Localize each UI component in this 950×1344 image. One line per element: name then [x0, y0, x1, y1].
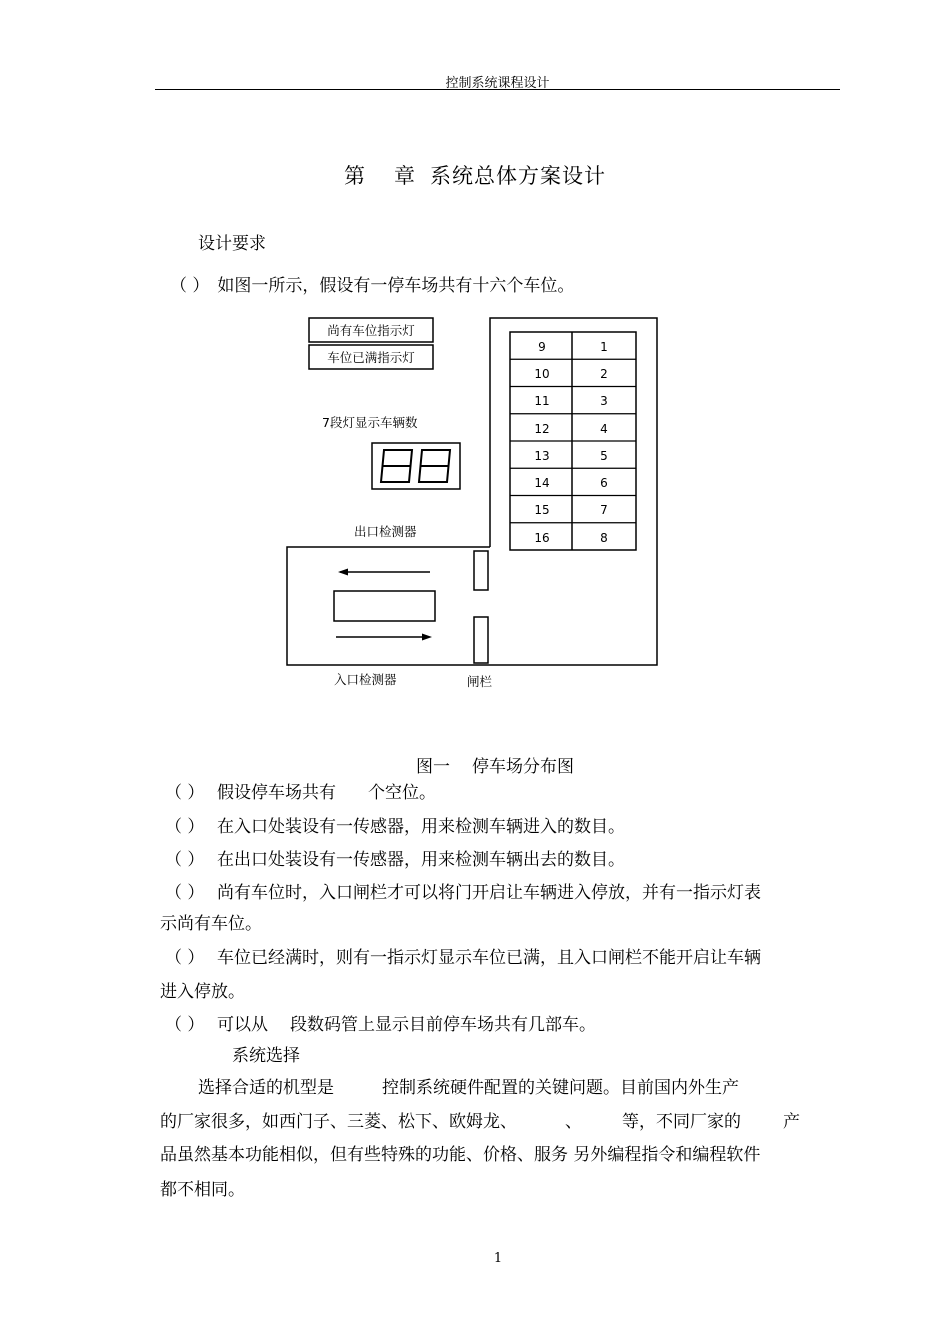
indicator-available-label: 尚有车位指示灯	[327, 323, 415, 338]
body-text: 选择合适的机型是	[198, 1078, 334, 1098]
figure-caption	[0, 752, 950, 777]
slot-label: 8	[600, 531, 608, 545]
list-marker: （ ）	[165, 883, 205, 903]
list-item-continuation: 示尚有车位。	[160, 914, 262, 934]
slot-label: 5	[600, 449, 608, 463]
body-line: 都不相同。	[160, 1180, 245, 1200]
list-marker: （ ）	[165, 783, 205, 803]
list-item-text: 假设停车场共有	[217, 783, 336, 803]
list-item	[165, 816, 625, 838]
section-requirements-heading: 设计要求	[198, 234, 266, 254]
vehicle-shape	[334, 591, 435, 621]
slot-label: 1	[600, 340, 608, 354]
chapter-prefix: 第	[344, 164, 366, 188]
entry-detector-label: 入口检测器	[334, 672, 397, 687]
list-item-text: 可以从	[217, 1015, 268, 1035]
exit-detector-label: 出口检测器	[354, 524, 417, 539]
seven-segment-display	[372, 443, 460, 489]
list-item-text: 在出口处装设有一传感器，用来检测车辆出去的数目。	[217, 850, 625, 870]
list-item	[165, 849, 625, 871]
list-marker: （ ）	[165, 1015, 205, 1035]
list-item-continuation: 进入停放。	[160, 982, 245, 1002]
body-line	[160, 1111, 800, 1133]
list-marker: （ ）	[165, 817, 205, 837]
list-marker: （ ）	[165, 850, 205, 870]
parking-grid	[510, 332, 636, 550]
slot-label: 14	[534, 476, 550, 490]
chapter-suffix: 章	[394, 164, 416, 188]
list-marker: （ ）	[165, 948, 205, 968]
intro-marker: （ ）	[170, 276, 210, 296]
body-text: 产	[783, 1112, 800, 1132]
header-rule	[155, 89, 840, 90]
slot-label: 15	[534, 503, 550, 517]
list-item-text: 车位已经满时，则有一指示灯显示车位已满，且入口闸栏不能开启让车辆	[217, 948, 761, 968]
body-text: 等，不同厂家的	[622, 1112, 741, 1132]
slot-label: 4	[600, 422, 608, 436]
slot-label: 9	[538, 340, 546, 354]
slot-label: 7	[600, 503, 608, 517]
intro-text: 如图一所示，假设有一停车场共有十六个车位。	[217, 276, 575, 296]
exit-arrow	[338, 569, 430, 576]
slot-label: 16	[534, 531, 550, 545]
list-item	[165, 882, 761, 904]
seg-display-label: 7段灯显示车辆数	[322, 415, 418, 430]
list-item	[165, 1014, 596, 1036]
slot-label: 2	[600, 367, 608, 381]
slot-label: 3	[600, 394, 608, 408]
figure-caption-text: 停车场分布图	[472, 757, 574, 777]
intro-line	[170, 275, 574, 297]
indicator-full-label: 车位已满指示灯	[327, 350, 415, 365]
chapter-heading-text: 系统总体方案设计	[430, 164, 606, 188]
figure-caption-label: 图一	[416, 757, 450, 777]
list-item-text: 在入口处装设有一传感器，用来检测车辆进入的数目。	[217, 817, 625, 837]
slot-label: 6	[600, 476, 608, 490]
list-item-text: 尚有车位时，入口闸栏才可以将门开启让车辆进入停放，并有一指示灯表	[217, 883, 761, 903]
body-text: 、	[565, 1112, 582, 1132]
parking-lot-diagram	[280, 310, 670, 700]
entry-arrow	[336, 634, 432, 641]
slot-label: 10	[534, 367, 550, 381]
page-header: 控制系统课程设计	[445, 76, 550, 91]
list-item	[165, 782, 436, 804]
body-line	[198, 1077, 739, 1099]
page-number: 1	[493, 1251, 503, 1266]
list-item-text-tail: 个空位。	[368, 783, 436, 803]
list-item-text-tail: 段数码管上显示目前停车场共有几部车。	[290, 1015, 596, 1035]
gate-post-upper	[474, 551, 488, 590]
body-line: 品虽然基本功能相似，但有些特殊的功能、价格、服务 另外编程指令和编程软件	[160, 1145, 761, 1165]
slot-label: 13	[534, 449, 550, 463]
slot-label: 12	[534, 422, 550, 436]
slot-label: 11	[534, 394, 550, 408]
gate-label: 闸栏	[467, 674, 493, 689]
gate-post-lower	[474, 617, 488, 663]
body-text: 控制系统硬件配置的关键问题。目前国内外生产	[382, 1078, 739, 1098]
chapter-title	[0, 160, 950, 190]
section-selection-heading: 系统选择	[232, 1046, 300, 1066]
list-item	[165, 947, 761, 969]
body-text: 的厂家很多，如西门子、三菱、松下、欧姆龙、	[160, 1112, 517, 1132]
